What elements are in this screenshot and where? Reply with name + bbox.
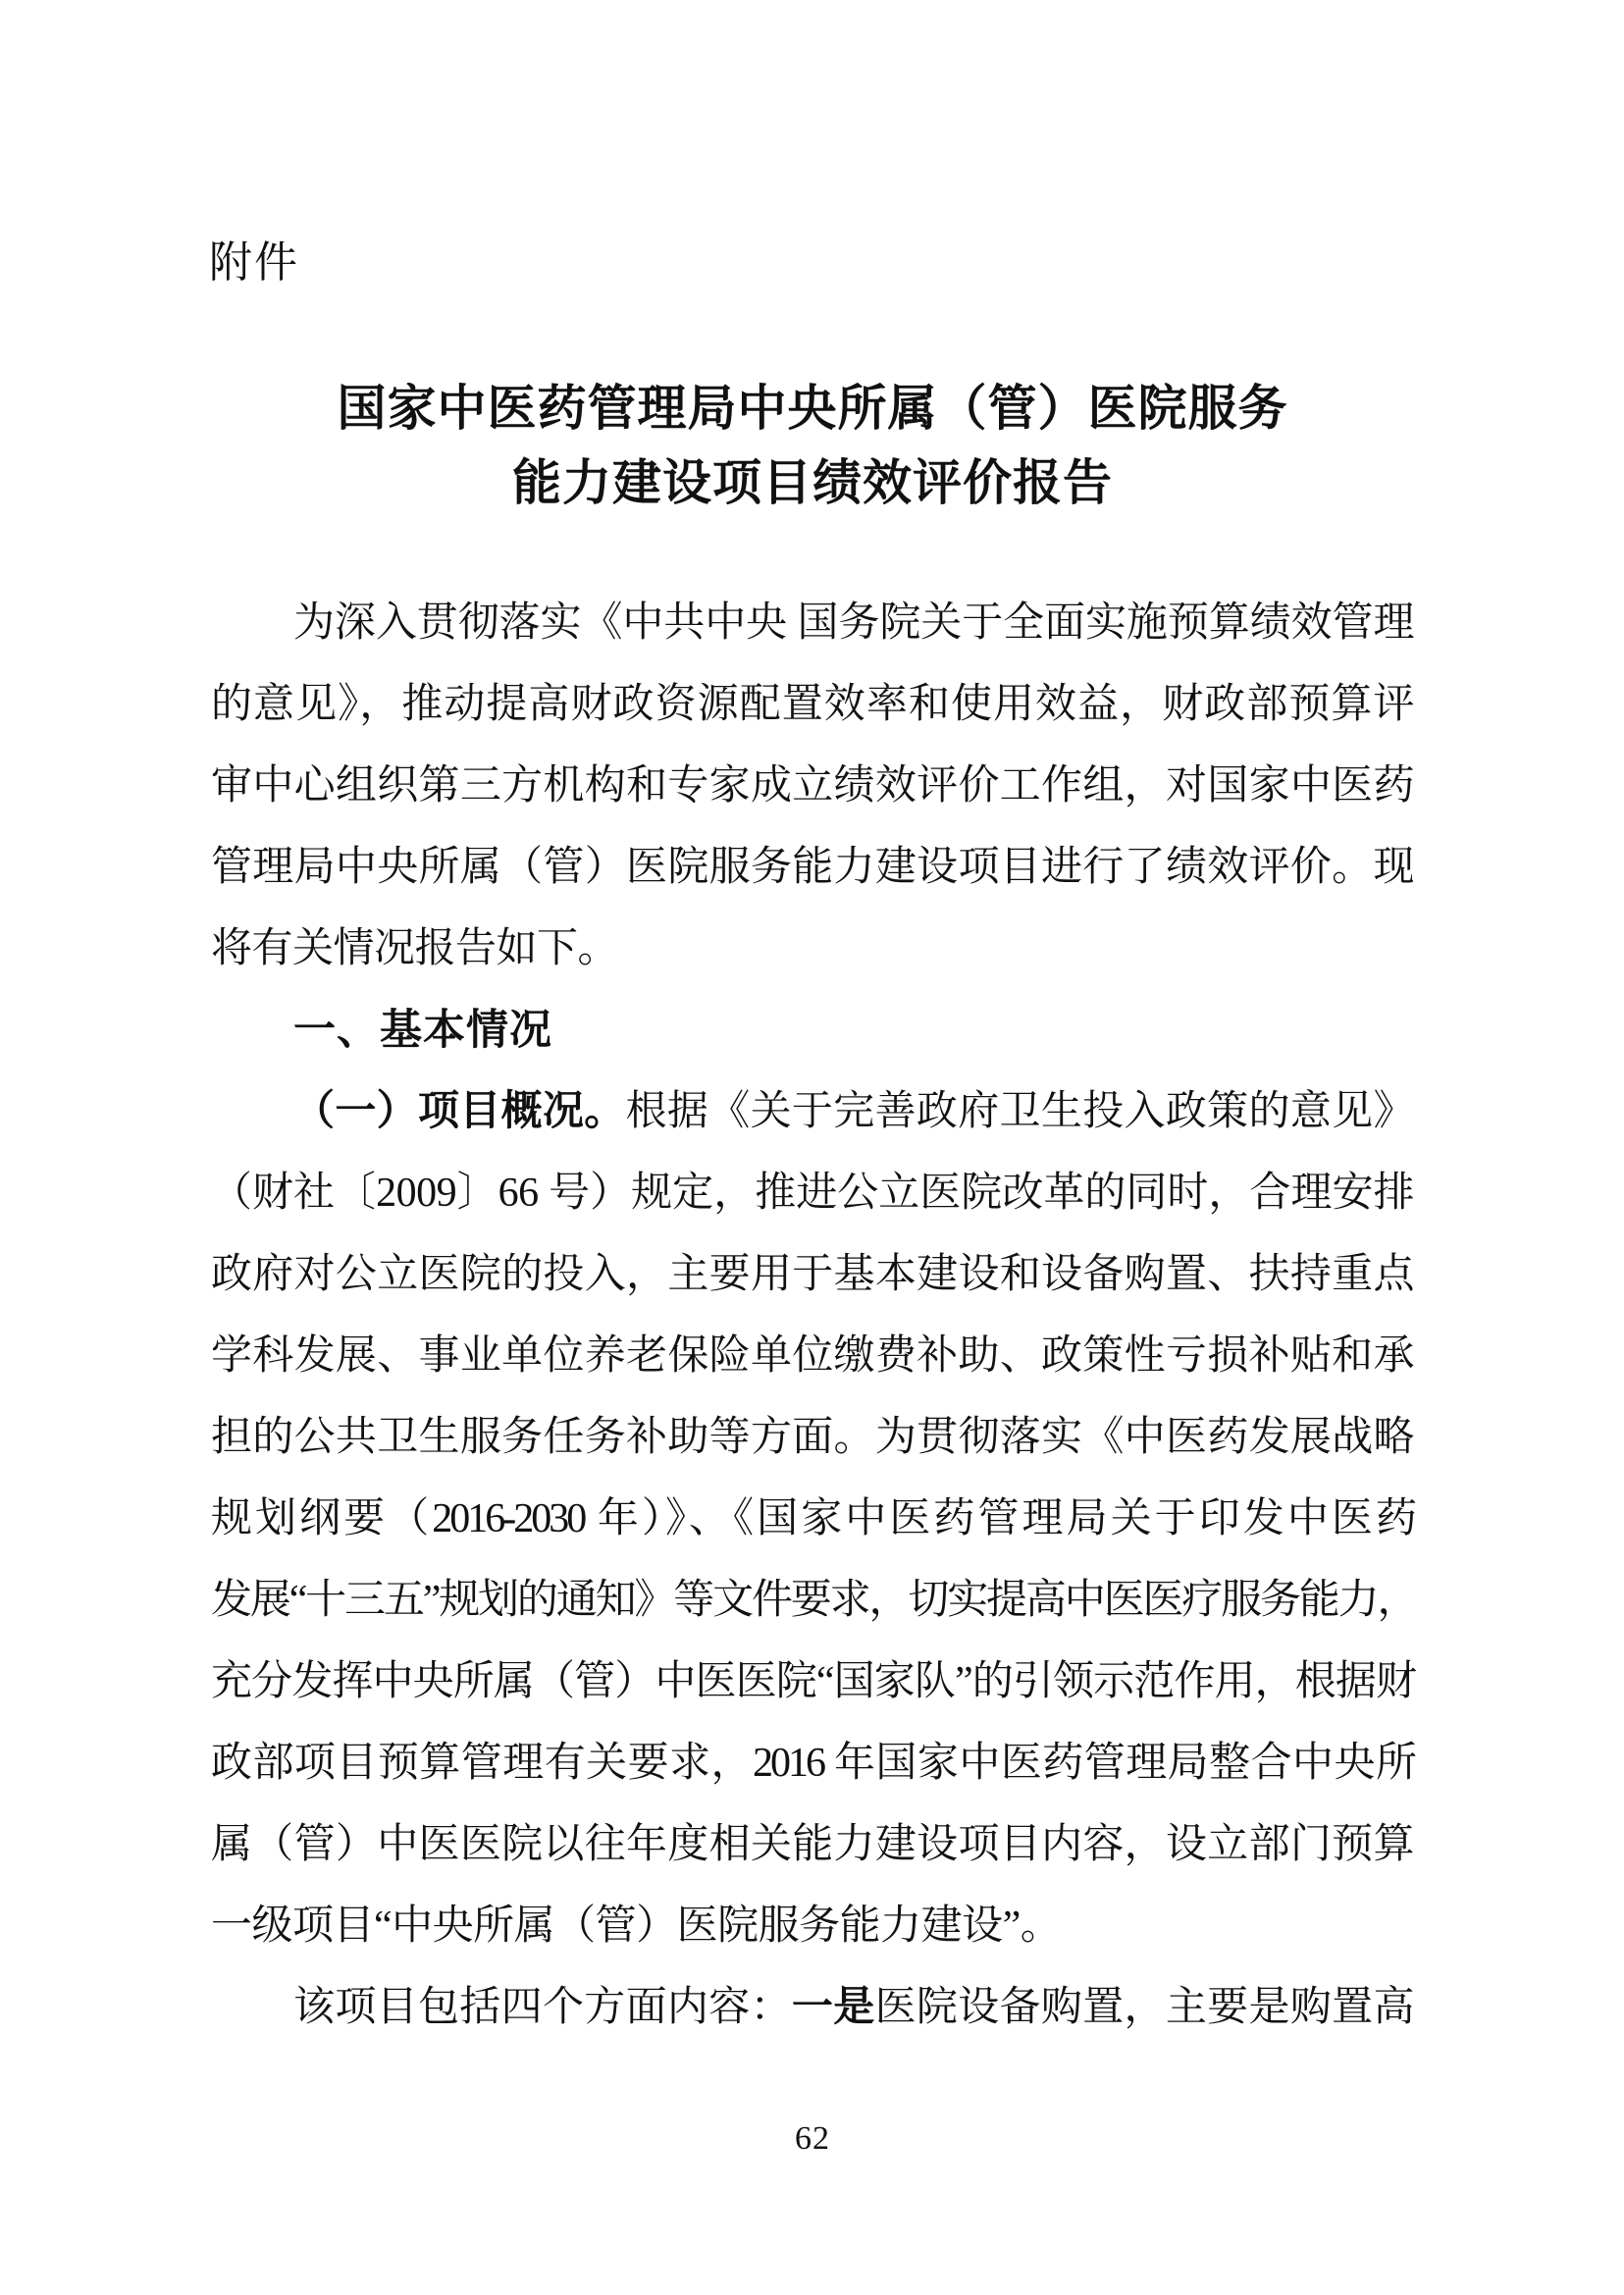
para3-line-1 (211, 1967, 1414, 2049)
document-body (211, 583, 1414, 2049)
overview-line-3: 政府对公立医院的投入，主要用于基本建设和设备购置、扶持重点 (211, 1252, 1414, 1297)
section-heading-basic-situation: 一、基本情况 (293, 1007, 552, 1054)
overview-line-7: 发展“十三五”规划的通知》等文件要求，切实提高中医医疗服务能力， (211, 1578, 1414, 1623)
overview-line-9: 政部项目预算管理有关要求，2016 年国家中医药管理局整合中央所 (211, 1741, 1414, 1786)
overview-line-2: （财社〔2009〕66 号）规定，推进公立医院改革的同时，合理安排 (211, 1171, 1414, 1216)
intro-line-1: 为深入贯彻落实《中共中央 国务院关于全面实施预算绩效管理 (293, 600, 1414, 646)
overview-line-1 (211, 1071, 1414, 1153)
overview-line-5: 担的公共卫生服务任务补助等方面。为贯彻落实《中医药发展战略 (211, 1415, 1414, 1460)
overview-line-6: 规划纲要（2016-2030 年）》、《国家中医药管理局关于印发中医药 (211, 1496, 1414, 1541)
page-number: 62 (795, 2120, 830, 2157)
document-title (211, 371, 1414, 520)
overview-line-11: 一级项目“中央所属（管）医院服务能力建设”。 (211, 1904, 1062, 1949)
document-title-line-1: 国家中医药管理局中央所属（管）医院服务 (337, 381, 1288, 436)
intro-line-3: 审中心组织第三方机构和专家成立绩效评价工作组，对国家中医药 (211, 763, 1414, 808)
para3-text-post: 医院设备购置，主要是购置高 (874, 1985, 1414, 2030)
overview-line-8: 充分发挥中央所属（管）中医医院“国家队”的引领示范作用，根据财 (211, 1659, 1414, 1704)
document-title-line-2: 能力建设项目绩效评价报告 (512, 455, 1113, 510)
para3-emphasis-first: 一是 (791, 1985, 875, 2030)
intro-line-4: 管理局中央所属（管）医院服务能力建设项目进行了绩效评价。现 (211, 845, 1414, 890)
attachment-label: 附件 (209, 238, 299, 287)
overview-line-1-text: 根据《关于完善政府卫生投入政策的意见》 (625, 1089, 1414, 1134)
intro-line-2: 的意见》，推动提高财政资源配置效率和使用效益，财政部预算评 (211, 682, 1414, 727)
overview-line-10: 属（管）中医医院以往年度相关能力建设项目内容，设立部门预算 (211, 1822, 1414, 1867)
intro-line-5: 将有关情况报告如下。 (211, 926, 619, 971)
overview-line-4: 学科发展、事业单位养老保险单位缴费补助、政策性亏损补贴和承 (211, 1333, 1414, 1379)
para3-text-pre: 该项目包括四个方面内容： (293, 1985, 792, 2030)
overview-subheading: （一）项目概况。 (293, 1089, 626, 1134)
